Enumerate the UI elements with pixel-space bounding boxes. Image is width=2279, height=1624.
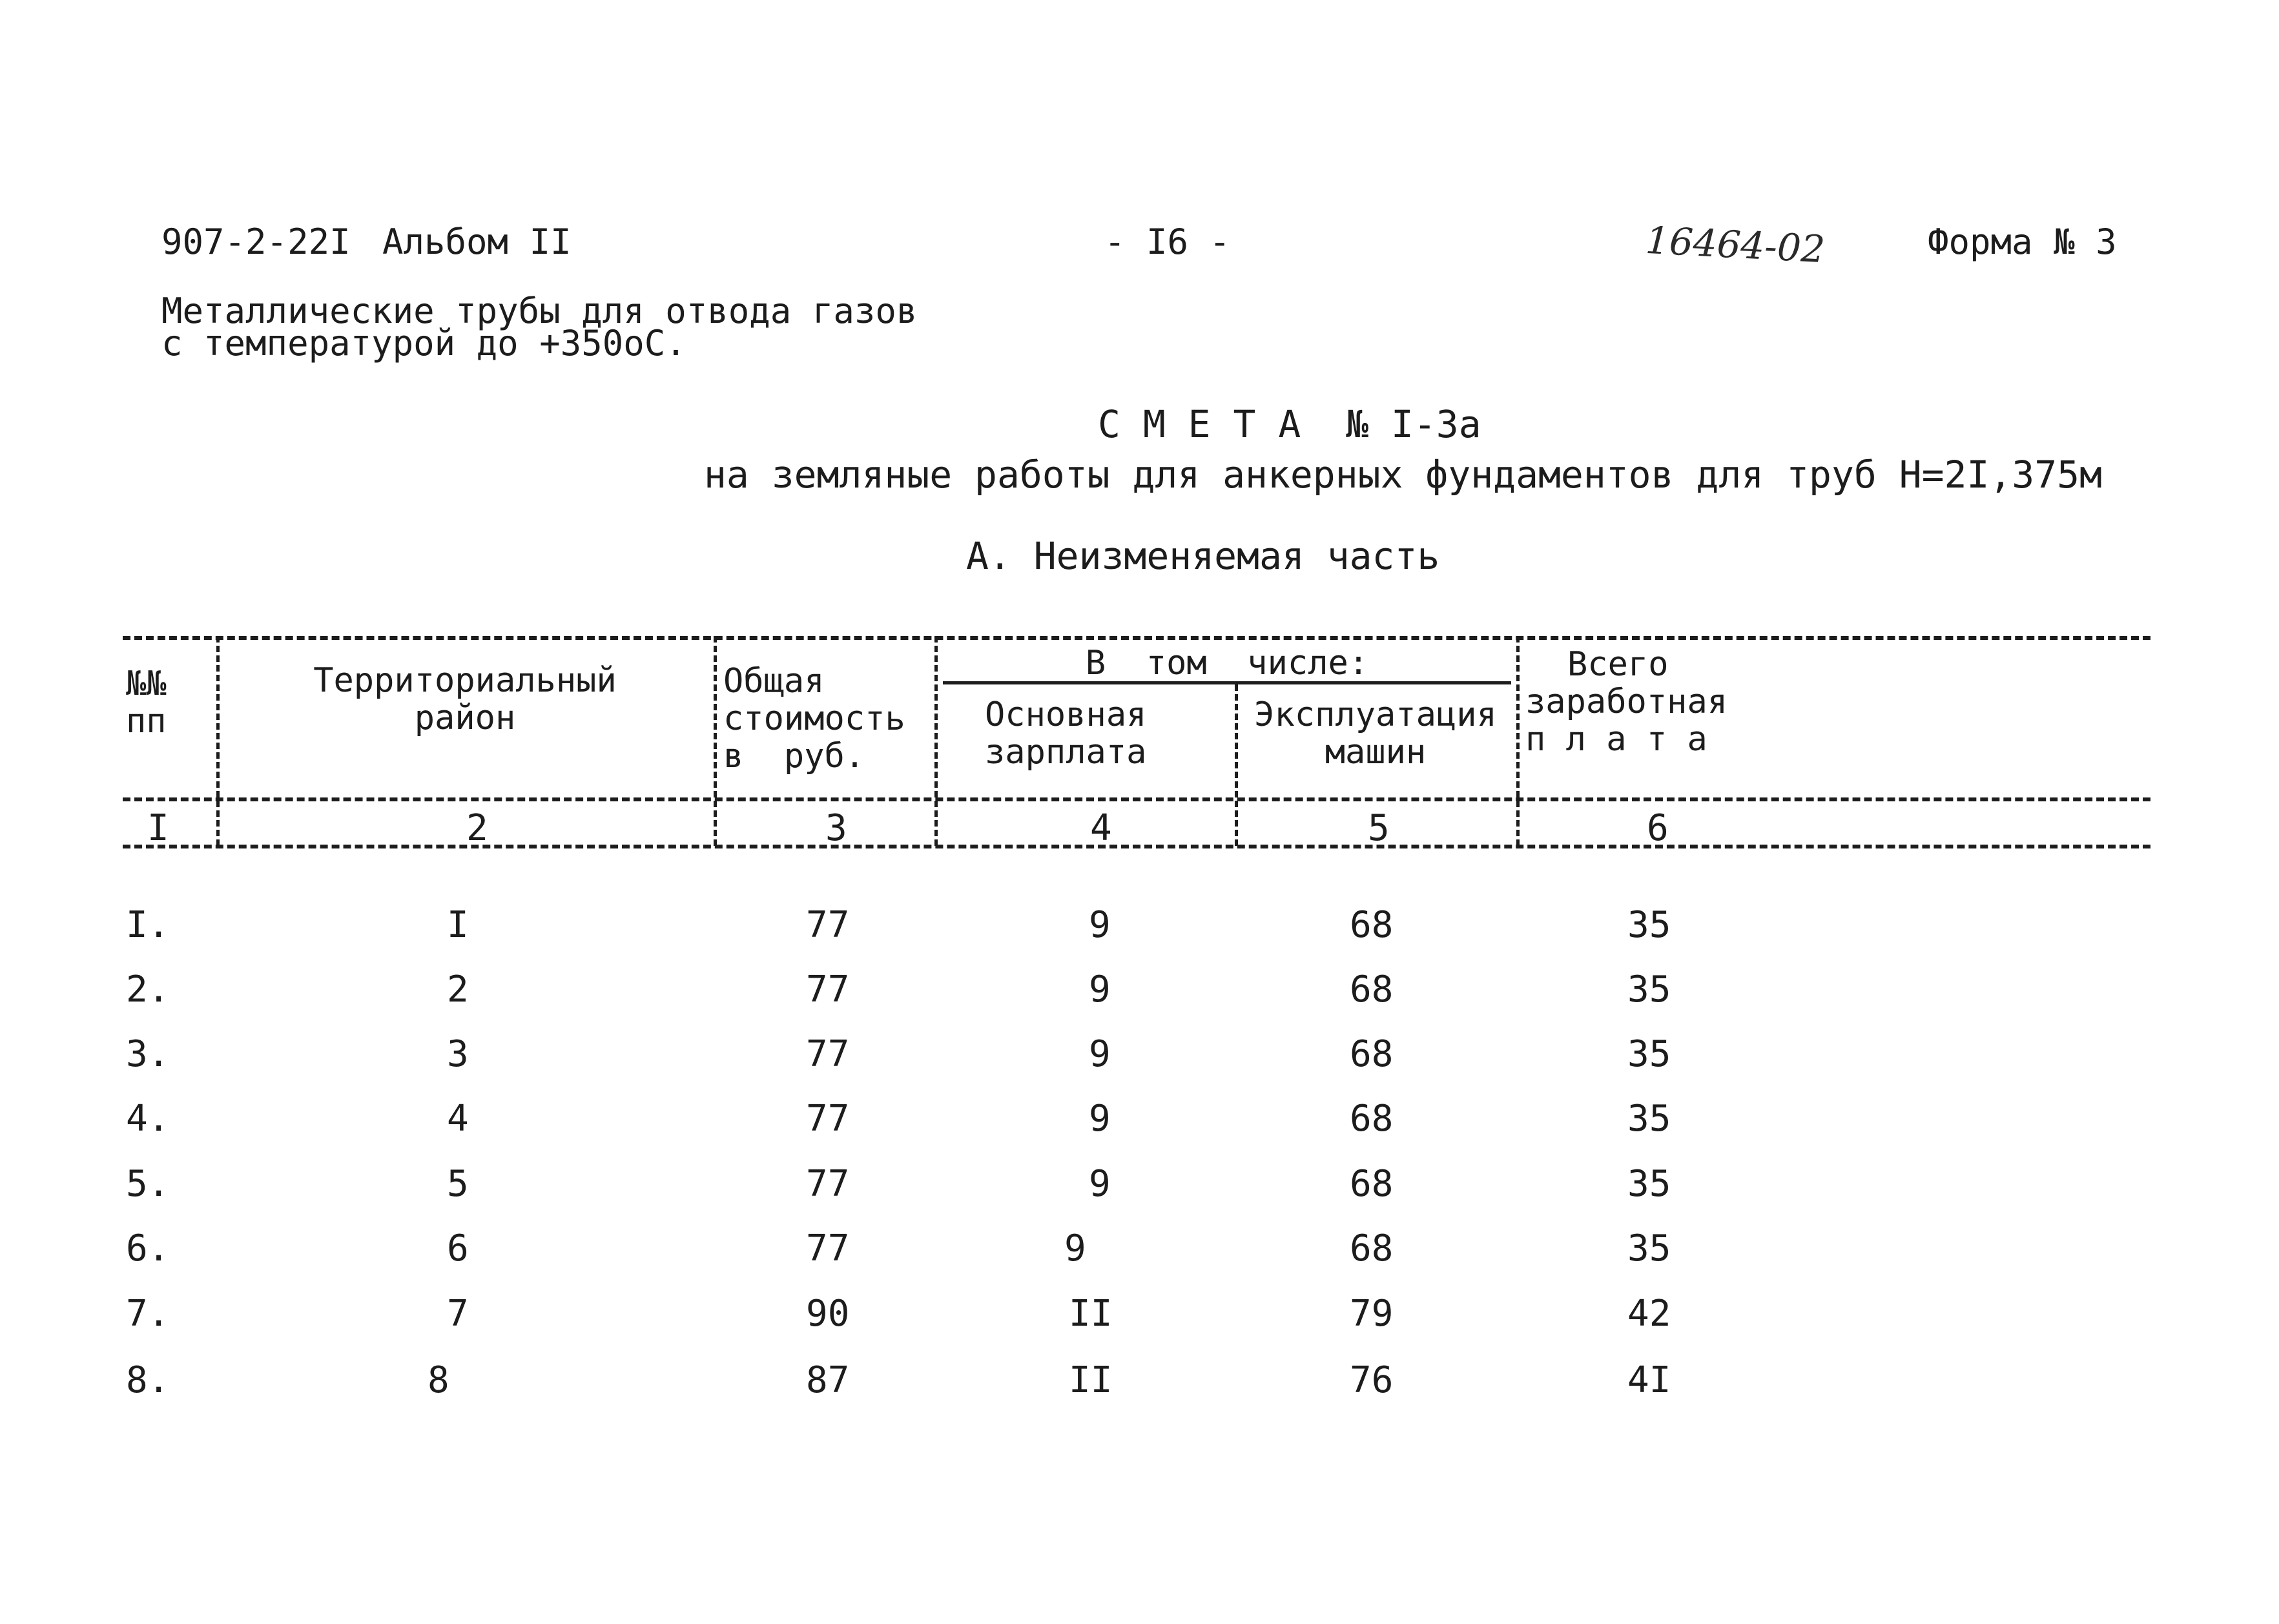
row-district: 4 [447,1098,469,1140]
row-total-salary: 35 [1627,1033,1671,1075]
header-bottom-rule [123,797,2150,801]
row-total-salary: 4I [1627,1359,1671,1401]
row-machines: 79 [1350,1293,1394,1335]
row-district: 2 [447,969,469,1011]
row-machines: 76 [1350,1359,1394,1401]
row-total: 77 [806,1098,850,1140]
row-number: 4. [126,1098,170,1140]
row-total-salary: 35 [1627,904,1671,946]
row-machines: 68 [1350,1163,1394,1205]
header-district: Территориальный район [313,661,617,737]
page-number: - I6 - [1104,221,1231,262]
row-base-salary: II [1069,1293,1113,1335]
divider-4 [1235,684,1238,846]
row-total-salary: 35 [1627,1098,1671,1140]
row-number: 2. [126,969,170,1011]
row-district: 6 [447,1228,469,1269]
row-total-salary: 35 [1627,1228,1671,1269]
divider-3 [934,636,938,846]
row-base-salary: 9 [1089,969,1111,1011]
estimate-title: С М Е Т А № I-3а [1098,402,1481,446]
header-base-salary: Основная зарплата [985,695,1147,772]
document-code: 907-2-22I [161,221,351,262]
divider-1 [216,636,220,846]
row-district: 3 [447,1033,469,1075]
row-machines: 68 [1350,969,1394,1011]
section-title: А. Неизменяемая часть [966,534,1440,578]
divider-5 [1516,636,1520,846]
row-total: 90 [806,1293,850,1335]
row-district: I [447,904,469,946]
row-number: 8. [126,1359,170,1401]
row-base-salary: 9 [1089,904,1111,946]
header-total-salary: Всего заработная п л а т а [1525,645,1728,759]
row-number: I. [126,904,170,946]
row-total-salary: 35 [1627,969,1671,1011]
row-total: 77 [806,969,850,1011]
row-number: 5. [126,1163,170,1205]
header-including: В том числе: [1085,644,1369,683]
row-total: 77 [806,1163,850,1205]
row-district: 7 [447,1293,469,1335]
form-number: Форма № 3 [1928,221,2117,262]
row-district: 8 [428,1359,449,1401]
column-number-2: 2 [466,807,488,849]
row-total-salary: 35 [1627,1163,1671,1205]
row-base-salary: 9 [1089,1098,1111,1140]
column-numbers-rule [123,845,2150,848]
handwritten-code: 16464-02 [1644,218,1826,272]
table-top-rule [123,636,2150,640]
row-number: 3. [126,1033,170,1075]
column-number-6: 6 [1647,807,1669,849]
column-number-4: 4 [1090,807,1112,849]
header-num: №№ пп [126,664,167,741]
row-machines: 68 [1350,1033,1394,1075]
estimate-subtitle: на земляные работы для анкерных фундаментов для труб Н=2I,375м [704,453,2102,497]
row-total-salary: 42 [1627,1293,1671,1335]
row-total: 87 [806,1359,850,1401]
column-number-5: 5 [1368,807,1390,849]
row-machines: 68 [1350,1228,1394,1269]
row-district: 5 [447,1163,469,1205]
row-total: 77 [806,904,850,946]
row-number: 6. [126,1228,170,1269]
column-number-1: I [147,807,169,849]
row-base-salary: 9 [1064,1228,1086,1269]
row-base-salary: II [1069,1359,1113,1401]
header-total: Общая стоимость в руб. [723,662,905,776]
subject-line-2: с температурой до +350оС. [161,323,686,364]
row-machines: 68 [1350,904,1394,946]
row-machines: 68 [1350,1098,1394,1140]
divider-2 [714,636,717,846]
row-number: 7. [126,1293,170,1335]
album-label: Альбом II [382,221,572,262]
header-machines: Эксплуатация машин [1254,695,1497,772]
column-number-3: 3 [825,807,847,849]
row-base-salary: 9 [1089,1033,1111,1075]
subject-line-1: Металлические трубы для отвода газов [161,291,918,331]
row-total: 77 [806,1033,850,1075]
row-total: 77 [806,1228,850,1269]
row-base-salary: 9 [1089,1163,1111,1205]
